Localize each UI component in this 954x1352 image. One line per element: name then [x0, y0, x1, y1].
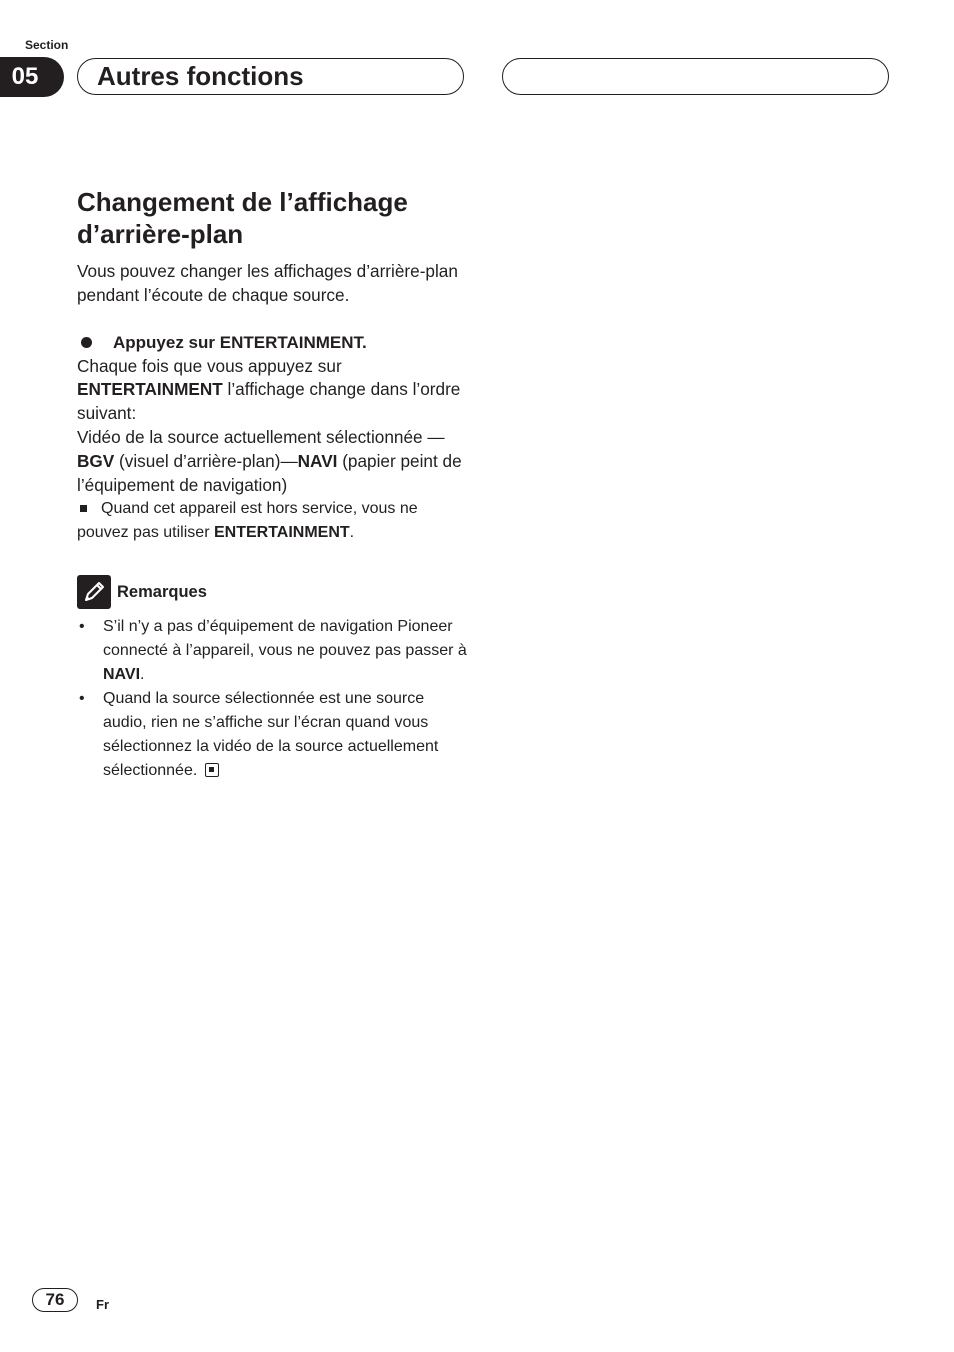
note-item [77, 615, 469, 687]
page-number: 76 [32, 1288, 78, 1312]
section-label: Section [25, 38, 69, 52]
note1-navi: NAVI [103, 666, 141, 684]
para1-entertainment: ENTERTAINMENT [77, 379, 223, 400]
main-content [77, 186, 469, 783]
para2-text-post: (papier peint de l’équipement de navigation) [77, 450, 462, 495]
square-bullet-icon [80, 505, 87, 512]
pencil-icon [77, 575, 111, 609]
para1-text-post: l’affichage change dans l’ordre suivant: [77, 379, 461, 424]
para2-bgv: BGV [77, 450, 115, 471]
section-heading-line1: Changement de l’affichage [77, 187, 408, 217]
intro-paragraph: Vous pouvez changer les affichages d’arrière-plan pendant l’écoute de chaque source. [77, 261, 458, 305]
page-title: Autres fonctions [97, 61, 304, 91]
para1-text-pre: Chaque fois que vous appuyez sur [77, 355, 342, 376]
step-instruction [77, 331, 469, 355]
para2-text-mid: (visuel d’arrière-plan)— [114, 450, 298, 471]
warning-text-post: . [349, 524, 355, 542]
note2-text: Quand la source sélectionnée est une source audio, rien ne s’affiche sur l’écran quand vous sélectionnez la vidéo de la source actuellement sélectionnée. [103, 690, 439, 780]
para2-navi: NAVI [297, 450, 338, 471]
warning-text-pre: Quand cet appareil est hors service, vous ne pouvez pas utiliser [77, 500, 418, 542]
note1-text-post: . [140, 666, 145, 684]
section-heading [77, 186, 469, 250]
notes-title: Remarques [117, 582, 207, 601]
header-blank-frame [502, 58, 889, 95]
warning-entertainment: ENTERTAINMENT [213, 524, 350, 542]
language-code: Fr [96, 1297, 109, 1312]
notes-header [77, 575, 469, 609]
notes-list [77, 615, 469, 783]
note1-text-pre: S’il n’y a pas d’équipement de navigation Pioneer connecté à l’appareil, vous ne pouvez pas passer à [103, 618, 467, 660]
display-order [77, 426, 469, 497]
step-description [77, 355, 469, 426]
step-bullet-icon [81, 337, 92, 348]
section-number-badge: 05 [0, 57, 64, 97]
section-heading-line2: d’arrière-plan [77, 219, 244, 249]
warning-note [77, 497, 469, 545]
note-item [77, 687, 469, 783]
para2-text-pre: Vidéo de la source actuellement sélectionnée — [77, 426, 445, 447]
end-of-section-icon [205, 763, 219, 777]
step-label: Appuyez sur ENTERTAINMENT. [113, 332, 367, 352]
